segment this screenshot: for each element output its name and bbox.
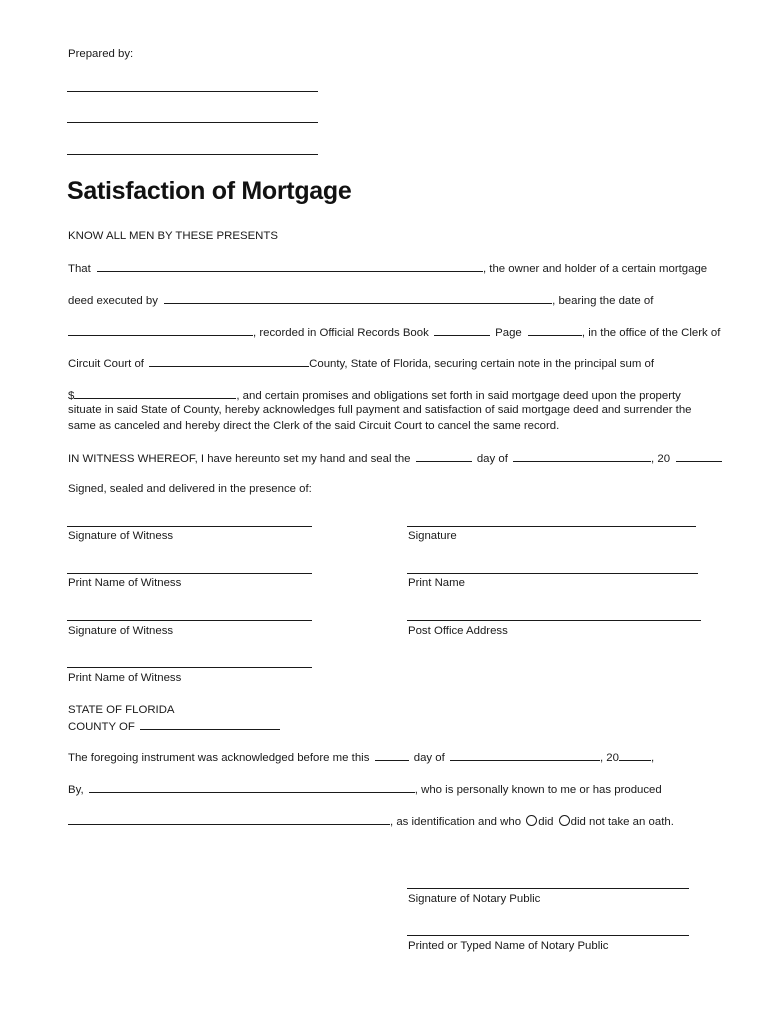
print-name-line[interactable]	[407, 573, 698, 574]
witness-year-field[interactable]	[676, 451, 722, 462]
print-name-label: Print Name	[408, 577, 465, 589]
book-field[interactable]	[434, 325, 490, 336]
dollar-sign: $	[68, 390, 75, 402]
notary-signature-line[interactable]	[407, 888, 689, 889]
acknowledged-text: The foregoing instrument was acknowledged before me this	[68, 752, 370, 764]
notary-year-field[interactable]	[619, 750, 651, 761]
promises-text-2: situate in said State of County, hereby acknowledges full payment and satisfaction of said mortgage deed and surrender the	[68, 404, 692, 416]
mortgagor-field[interactable]	[164, 293, 552, 304]
printed-name-of-notary-label: Printed or Typed Name of Notary Public	[408, 940, 609, 952]
did-not-radio-icon[interactable]	[559, 815, 570, 826]
prepared-by-line-1[interactable]	[67, 91, 318, 92]
that-label: That	[68, 263, 91, 275]
by-label: By,	[68, 784, 84, 796]
bearing-date-text: , bearing the date of	[552, 295, 654, 307]
grantor-signature-line[interactable]	[407, 526, 696, 527]
page-field[interactable]	[528, 325, 582, 336]
owner-name-field[interactable]	[97, 261, 483, 272]
witness-print-name-line-2[interactable]	[67, 667, 312, 668]
signature-of-notary-label: Signature of Notary Public	[408, 893, 541, 905]
witness-day-of-label: day of	[476, 453, 508, 465]
prepared-by-line-3[interactable]	[67, 154, 318, 155]
notary-county-field[interactable]	[140, 719, 280, 730]
did-label: did	[538, 816, 554, 828]
print-name-of-witness-label-2: Print Name of Witness	[68, 672, 182, 684]
page-label: Page	[495, 327, 522, 339]
principal-line	[68, 388, 681, 402]
prepared-by-label: Prepared by:	[68, 48, 134, 60]
promises-text-3: same as canceled and hereby direct the Clerk of the said Circuit Court to cancel the same record.	[68, 420, 560, 432]
witness-month-field[interactable]	[513, 451, 651, 462]
witness-signature-line-1[interactable]	[67, 526, 312, 527]
signature-of-witness-label-2: Signature of Witness	[68, 625, 174, 637]
witness-whereof-line	[68, 451, 722, 465]
notary-day-of-label: day of	[413, 752, 445, 764]
document-title: Satisfaction of Mortgage	[67, 177, 352, 205]
circuit-court-line	[68, 356, 654, 370]
county-state-text: County, State of Florida, securing certain note in the principal sum of	[309, 358, 654, 370]
principal-amount-field[interactable]	[74, 388, 236, 399]
known-text: , who is personally known to me or has produced	[414, 784, 662, 796]
did-radio-icon[interactable]	[526, 815, 537, 826]
signature-of-witness-label-1: Signature of Witness	[68, 530, 174, 542]
as-identification-text: , as identification and who	[390, 816, 522, 828]
state-of-florida-text: STATE OF FLORIDA	[68, 704, 175, 716]
witness-day-field[interactable]	[416, 451, 472, 462]
notary-twenty-label: , 20	[599, 752, 619, 764]
signature-label: Signature	[408, 530, 457, 542]
witness-twenty-label: , 20	[651, 453, 671, 465]
that-line	[68, 261, 707, 275]
promises-text-1: , and certain promises and obligations set forth in said mortgage deed upon the property	[236, 390, 681, 402]
county-of-line	[68, 719, 280, 733]
post-office-address-line[interactable]	[407, 620, 701, 621]
post-office-address-label: Post Office Address	[408, 625, 508, 637]
did-not-label: did not take an oath.	[570, 816, 674, 828]
recorded-line	[68, 325, 720, 339]
county-field[interactable]	[149, 356, 309, 367]
identification-line	[68, 814, 674, 828]
notary-day-field[interactable]	[375, 750, 409, 761]
circuit-court-label: Circuit Court of	[68, 358, 144, 370]
date-field[interactable]	[68, 325, 253, 336]
witness-print-name-line-1[interactable]	[67, 573, 312, 574]
county-of-label: COUNTY OF	[68, 721, 135, 733]
notary-printed-name-line[interactable]	[407, 935, 689, 936]
witness-signature-line-2[interactable]	[67, 620, 312, 621]
recorded-in-text: , recorded in Official Records Book	[253, 327, 429, 339]
by-line	[68, 782, 662, 796]
notary-comma: ,	[650, 752, 655, 764]
witness-whereof-text: IN WITNESS WHEREOF, I have hereunto set my hand and seal the	[68, 453, 411, 465]
acknowledged-line	[68, 750, 654, 764]
notary-month-field[interactable]	[450, 750, 600, 761]
office-clerk-text: , in the office of the Clerk of	[581, 327, 721, 339]
identification-field[interactable]	[68, 814, 390, 825]
deed-executed-line	[68, 293, 653, 307]
prepared-by-line-2[interactable]	[67, 122, 318, 123]
deed-executed-label: deed executed by	[68, 295, 158, 307]
signed-sealed-text: Signed, sealed and delivered in the presence of:	[68, 483, 312, 495]
owner-holder-text: , the owner and holder of a certain mortgage	[482, 263, 708, 275]
print-name-of-witness-label-1: Print Name of Witness	[68, 577, 182, 589]
by-name-field[interactable]	[89, 782, 415, 793]
intro-text: KNOW ALL MEN BY THESE PRESENTS	[68, 230, 278, 242]
